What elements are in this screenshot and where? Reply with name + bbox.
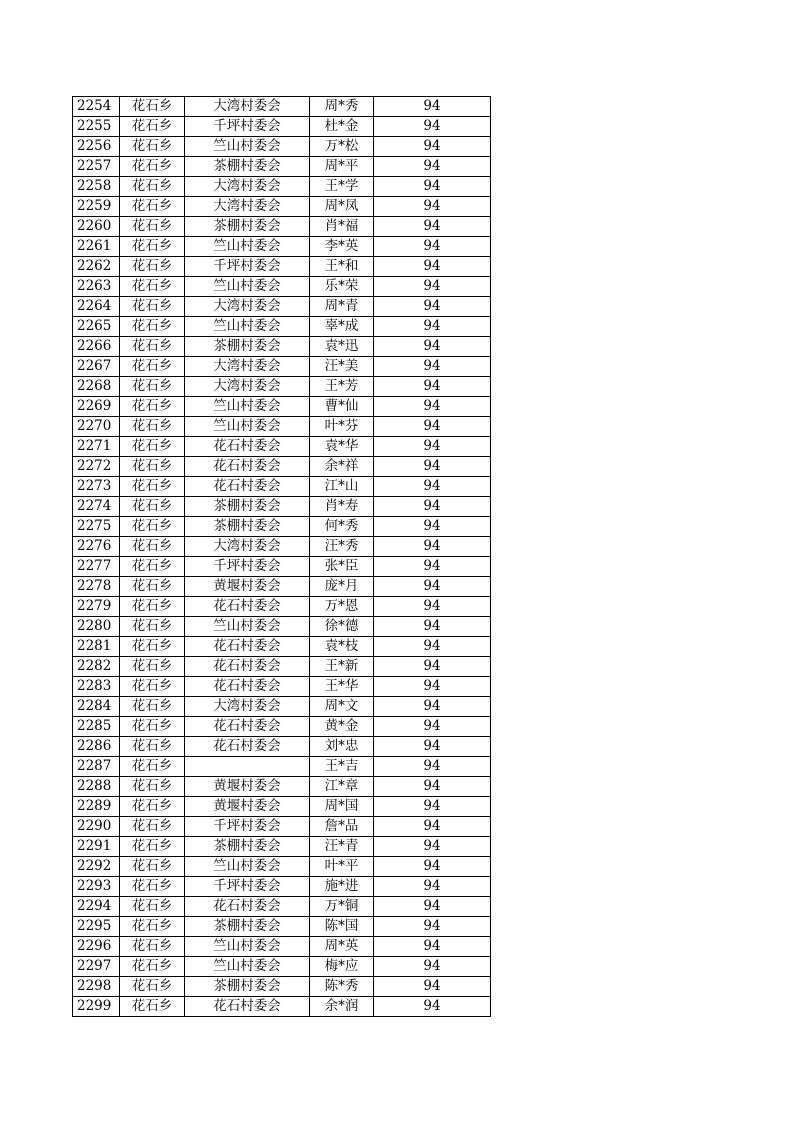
township-cell: 花石乡 (120, 377, 185, 397)
name-cell: 王*新 (310, 657, 374, 677)
village-committee-cell: 竺山村委会 (185, 137, 310, 157)
table-row (73, 357, 491, 377)
score-cell: 94 (374, 797, 491, 817)
table-row (73, 517, 491, 537)
score-cell: 94 (374, 977, 491, 997)
score-cell: 94 (374, 497, 491, 517)
table-row (73, 677, 491, 697)
table-row (73, 157, 491, 177)
table-row (73, 477, 491, 497)
name-cell: 汪*青 (310, 837, 374, 857)
score-cell: 94 (374, 957, 491, 977)
village-committee-cell: 花石村委会 (185, 737, 310, 757)
row-number-cell: 2282 (73, 657, 120, 677)
township-cell: 花石乡 (120, 197, 185, 217)
township-cell: 花石乡 (120, 317, 185, 337)
name-cell: 袁*枝 (310, 637, 374, 657)
name-cell: 刘*忠 (310, 737, 374, 757)
village-committee-cell: 大湾村委会 (185, 297, 310, 317)
township-cell: 花石乡 (120, 217, 185, 237)
name-cell: 周*秀 (310, 97, 374, 117)
township-cell: 花石乡 (120, 577, 185, 597)
row-number-cell: 2277 (73, 557, 120, 577)
table-row (73, 177, 491, 197)
township-cell: 花石乡 (120, 457, 185, 477)
row-number-cell: 2279 (73, 597, 120, 617)
row-number-cell: 2257 (73, 157, 120, 177)
table-row (73, 417, 491, 437)
row-number-cell: 2280 (73, 617, 120, 637)
table-row (73, 657, 491, 677)
name-cell: 万*松 (310, 137, 374, 157)
row-number-cell: 2269 (73, 397, 120, 417)
name-cell: 辜*成 (310, 317, 374, 337)
name-cell: 余*祥 (310, 457, 374, 477)
row-number-cell: 2278 (73, 577, 120, 597)
village-committee-cell: 竺山村委会 (185, 397, 310, 417)
village-committee-cell (185, 757, 310, 777)
row-number-cell: 2254 (73, 97, 120, 117)
score-cell: 94 (374, 757, 491, 777)
table-row (73, 197, 491, 217)
village-committee-cell: 黄堰村委会 (185, 777, 310, 797)
township-cell: 花石乡 (120, 397, 185, 417)
row-number-cell: 2291 (73, 837, 120, 857)
row-number-cell: 2261 (73, 237, 120, 257)
township-cell: 花石乡 (120, 697, 185, 717)
village-committee-cell: 大湾村委会 (185, 537, 310, 557)
name-cell: 王*吉 (310, 757, 374, 777)
village-committee-cell: 大湾村委会 (185, 357, 310, 377)
score-cell: 94 (374, 337, 491, 357)
table-row (73, 217, 491, 237)
township-cell: 花石乡 (120, 957, 185, 977)
score-cell: 94 (374, 177, 491, 197)
township-cell: 花石乡 (120, 617, 185, 637)
name-cell: 汪*美 (310, 357, 374, 377)
score-cell: 94 (374, 777, 491, 797)
row-number-cell: 2275 (73, 517, 120, 537)
village-committee-cell: 花石村委会 (185, 457, 310, 477)
village-committee-cell: 花石村委会 (185, 997, 310, 1017)
table-row (73, 777, 491, 797)
score-cell: 94 (374, 817, 491, 837)
row-number-cell: 2265 (73, 317, 120, 337)
score-cell: 94 (374, 877, 491, 897)
score-cell: 94 (374, 197, 491, 217)
village-committee-cell: 花石村委会 (185, 477, 310, 497)
score-cell: 94 (374, 517, 491, 537)
village-committee-cell: 竺山村委会 (185, 957, 310, 977)
score-cell: 94 (374, 617, 491, 637)
village-committee-cell: 竺山村委会 (185, 857, 310, 877)
score-cell: 94 (374, 317, 491, 337)
village-committee-cell: 大湾村委会 (185, 177, 310, 197)
score-cell: 94 (374, 657, 491, 677)
village-committee-cell: 花石村委会 (185, 657, 310, 677)
township-cell: 花石乡 (120, 357, 185, 377)
village-committee-cell: 茶棚村委会 (185, 337, 310, 357)
name-cell: 曹*仙 (310, 397, 374, 417)
name-cell: 周*文 (310, 697, 374, 717)
table-row (73, 897, 491, 917)
row-number-cell: 2273 (73, 477, 120, 497)
village-committee-cell: 茶棚村委会 (185, 917, 310, 937)
village-committee-cell: 茶棚村委会 (185, 157, 310, 177)
township-cell: 花石乡 (120, 417, 185, 437)
score-cell: 94 (374, 457, 491, 477)
row-number-cell: 2266 (73, 337, 120, 357)
table-row (73, 717, 491, 737)
table-row (73, 337, 491, 357)
score-cell: 94 (374, 117, 491, 137)
score-cell: 94 (374, 897, 491, 917)
name-cell: 庞*月 (310, 577, 374, 597)
row-number-cell: 2294 (73, 897, 120, 917)
township-cell: 花石乡 (120, 257, 185, 277)
name-cell: 汪*秀 (310, 537, 374, 557)
score-cell: 94 (374, 157, 491, 177)
township-cell: 花石乡 (120, 297, 185, 317)
village-committee-cell: 竺山村委会 (185, 617, 310, 637)
table-row (73, 817, 491, 837)
table-row (73, 137, 491, 157)
township-cell: 花石乡 (120, 557, 185, 577)
village-committee-cell: 大湾村委会 (185, 97, 310, 117)
score-cell: 94 (374, 297, 491, 317)
table-row (73, 537, 491, 557)
row-number-cell: 2297 (73, 957, 120, 977)
table-row (73, 797, 491, 817)
village-committee-cell: 千坪村委会 (185, 817, 310, 837)
village-committee-cell: 花石村委会 (185, 597, 310, 617)
village-committee-cell: 黄堰村委会 (185, 797, 310, 817)
village-committee-cell: 茶棚村委会 (185, 517, 310, 537)
row-number-cell: 2286 (73, 737, 120, 757)
table-row (73, 857, 491, 877)
village-committee-cell: 千坪村委会 (185, 557, 310, 577)
score-cell: 94 (374, 417, 491, 437)
township-cell: 花石乡 (120, 757, 185, 777)
row-number-cell: 2264 (73, 297, 120, 317)
name-cell: 周*青 (310, 297, 374, 317)
row-number-cell: 2260 (73, 217, 120, 237)
name-cell: 周*英 (310, 937, 374, 957)
score-cell: 94 (374, 437, 491, 457)
township-cell: 花石乡 (120, 117, 185, 137)
name-cell: 王*华 (310, 677, 374, 697)
table-row (73, 497, 491, 517)
table-row (73, 577, 491, 597)
score-cell: 94 (374, 637, 491, 657)
name-cell: 施*进 (310, 877, 374, 897)
table-row (73, 597, 491, 617)
row-number-cell: 2271 (73, 437, 120, 457)
village-committee-cell: 千坪村委会 (185, 117, 310, 137)
name-cell: 王*和 (310, 257, 374, 277)
score-cell: 94 (374, 357, 491, 377)
village-committee-cell: 大湾村委会 (185, 697, 310, 717)
table-row (73, 277, 491, 297)
score-cell: 94 (374, 477, 491, 497)
township-cell: 花石乡 (120, 797, 185, 817)
score-cell: 94 (374, 577, 491, 597)
township-cell: 花石乡 (120, 637, 185, 657)
township-cell: 花石乡 (120, 877, 185, 897)
score-cell: 94 (374, 277, 491, 297)
name-cell: 江*山 (310, 477, 374, 497)
village-committee-cell: 竺山村委会 (185, 277, 310, 297)
village-committee-cell: 千坪村委会 (185, 257, 310, 277)
row-number-cell: 2295 (73, 917, 120, 937)
township-cell: 花石乡 (120, 497, 185, 517)
name-cell: 袁*迅 (310, 337, 374, 357)
row-number-cell: 2296 (73, 937, 120, 957)
row-number-cell: 2281 (73, 637, 120, 657)
row-number-cell: 2272 (73, 457, 120, 477)
village-committee-cell: 茶棚村委会 (185, 497, 310, 517)
score-cell: 94 (374, 937, 491, 957)
table-row (73, 117, 491, 137)
township-cell: 花石乡 (120, 937, 185, 957)
village-committee-cell: 黄堰村委会 (185, 577, 310, 597)
name-cell: 肖*寿 (310, 497, 374, 517)
township-cell: 花石乡 (120, 517, 185, 537)
township-cell: 花石乡 (120, 657, 185, 677)
table-row (73, 637, 491, 657)
row-number-cell: 2299 (73, 997, 120, 1017)
village-committee-cell: 竺山村委会 (185, 937, 310, 957)
row-number-cell: 2268 (73, 377, 120, 397)
name-cell: 李*英 (310, 237, 374, 257)
row-number-cell: 2263 (73, 277, 120, 297)
township-cell: 花石乡 (120, 837, 185, 857)
village-committee-cell: 千坪村委会 (185, 877, 310, 897)
table-row (73, 837, 491, 857)
name-cell: 袁*华 (310, 437, 374, 457)
table-row (73, 977, 491, 997)
score-cell: 94 (374, 217, 491, 237)
township-cell: 花石乡 (120, 997, 185, 1017)
row-number-cell: 2284 (73, 697, 120, 717)
row-number-cell: 2259 (73, 197, 120, 217)
township-cell: 花石乡 (120, 897, 185, 917)
score-cell: 94 (374, 737, 491, 757)
township-cell: 花石乡 (120, 537, 185, 557)
village-committee-cell: 花石村委会 (185, 637, 310, 657)
table-row (73, 557, 491, 577)
row-number-cell: 2276 (73, 537, 120, 557)
name-cell: 余*润 (310, 997, 374, 1017)
name-cell: 周*凤 (310, 197, 374, 217)
village-committee-cell: 大湾村委会 (185, 197, 310, 217)
row-number-cell: 2262 (73, 257, 120, 277)
table-row (73, 617, 491, 637)
score-cell: 94 (374, 597, 491, 617)
table-row (73, 297, 491, 317)
village-committee-cell: 茶棚村委会 (185, 217, 310, 237)
table-row (73, 257, 491, 277)
name-cell: 万*恩 (310, 597, 374, 617)
name-cell: 叶*芬 (310, 417, 374, 437)
township-cell: 花石乡 (120, 777, 185, 797)
table-row (73, 997, 491, 1017)
score-cell: 94 (374, 997, 491, 1017)
row-number-cell: 2290 (73, 817, 120, 837)
name-cell: 黄*金 (310, 717, 374, 737)
name-cell: 何*秀 (310, 517, 374, 537)
row-number-cell: 2285 (73, 717, 120, 737)
score-cell: 94 (374, 397, 491, 417)
name-cell: 江*章 (310, 777, 374, 797)
data-table (72, 96, 491, 1017)
row-number-cell: 2293 (73, 877, 120, 897)
village-committee-cell: 花石村委会 (185, 717, 310, 737)
score-cell: 94 (374, 697, 491, 717)
township-cell: 花石乡 (120, 817, 185, 837)
township-cell: 花石乡 (120, 237, 185, 257)
table-row (73, 937, 491, 957)
row-number-cell: 2270 (73, 417, 120, 437)
score-cell: 94 (374, 677, 491, 697)
score-cell: 94 (374, 857, 491, 877)
village-committee-cell: 花石村委会 (185, 897, 310, 917)
name-cell: 詹*品 (310, 817, 374, 837)
row-number-cell: 2256 (73, 137, 120, 157)
score-cell: 94 (374, 717, 491, 737)
row-number-cell: 2287 (73, 757, 120, 777)
township-cell: 花石乡 (120, 477, 185, 497)
row-number-cell: 2298 (73, 977, 120, 997)
score-cell: 94 (374, 377, 491, 397)
township-cell: 花石乡 (120, 857, 185, 877)
row-number-cell: 2292 (73, 857, 120, 877)
name-cell: 周*平 (310, 157, 374, 177)
name-cell: 张*臣 (310, 557, 374, 577)
name-cell: 陈*国 (310, 917, 374, 937)
village-committee-cell: 茶棚村委会 (185, 977, 310, 997)
name-cell: 徐*德 (310, 617, 374, 637)
table-row (73, 97, 491, 117)
name-cell: 王*学 (310, 177, 374, 197)
township-cell: 花石乡 (120, 677, 185, 697)
name-cell: 杜*金 (310, 117, 374, 137)
table-row (73, 377, 491, 397)
township-cell: 花石乡 (120, 157, 185, 177)
row-number-cell: 2267 (73, 357, 120, 377)
name-cell: 周*国 (310, 797, 374, 817)
township-cell: 花石乡 (120, 137, 185, 157)
name-cell: 肖*福 (310, 217, 374, 237)
score-cell: 94 (374, 537, 491, 557)
table-row (73, 457, 491, 477)
township-cell: 花石乡 (120, 97, 185, 117)
name-cell: 万*铜 (310, 897, 374, 917)
township-cell: 花石乡 (120, 717, 185, 737)
township-cell: 花石乡 (120, 177, 185, 197)
township-cell: 花石乡 (120, 737, 185, 757)
name-cell: 王*芳 (310, 377, 374, 397)
township-cell: 花石乡 (120, 977, 185, 997)
score-cell: 94 (374, 917, 491, 937)
score-cell: 94 (374, 257, 491, 277)
township-cell: 花石乡 (120, 917, 185, 937)
village-committee-cell: 大湾村委会 (185, 377, 310, 397)
name-cell: 叶*平 (310, 857, 374, 877)
score-cell: 94 (374, 557, 491, 577)
village-committee-cell: 花石村委会 (185, 677, 310, 697)
table-row (73, 697, 491, 717)
row-number-cell: 2274 (73, 497, 120, 517)
table-row (73, 877, 491, 897)
township-cell: 花石乡 (120, 437, 185, 457)
name-cell: 陈*秀 (310, 977, 374, 997)
name-cell: 乐*荣 (310, 277, 374, 297)
township-cell: 花石乡 (120, 277, 185, 297)
table-row (73, 317, 491, 337)
row-number-cell: 2288 (73, 777, 120, 797)
village-committee-cell: 竺山村委会 (185, 317, 310, 337)
score-cell: 94 (374, 237, 491, 257)
row-number-cell: 2258 (73, 177, 120, 197)
township-cell: 花石乡 (120, 337, 185, 357)
score-cell: 94 (374, 837, 491, 857)
name-cell: 梅*应 (310, 957, 374, 977)
row-number-cell: 2255 (73, 117, 120, 137)
village-committee-cell: 花石村委会 (185, 437, 310, 457)
village-committee-cell: 竺山村委会 (185, 417, 310, 437)
table-row (73, 957, 491, 977)
table-row (73, 397, 491, 417)
score-cell: 94 (374, 97, 491, 117)
township-cell: 花石乡 (120, 597, 185, 617)
row-number-cell: 2283 (73, 677, 120, 697)
row-number-cell: 2289 (73, 797, 120, 817)
table-row (73, 757, 491, 777)
table-row (73, 917, 491, 937)
table-body (73, 97, 491, 1017)
table-row (73, 237, 491, 257)
village-committee-cell: 竺山村委会 (185, 237, 310, 257)
village-committee-cell: 茶棚村委会 (185, 837, 310, 857)
score-cell: 94 (374, 137, 491, 157)
table-row (73, 737, 491, 757)
table-row (73, 437, 491, 457)
